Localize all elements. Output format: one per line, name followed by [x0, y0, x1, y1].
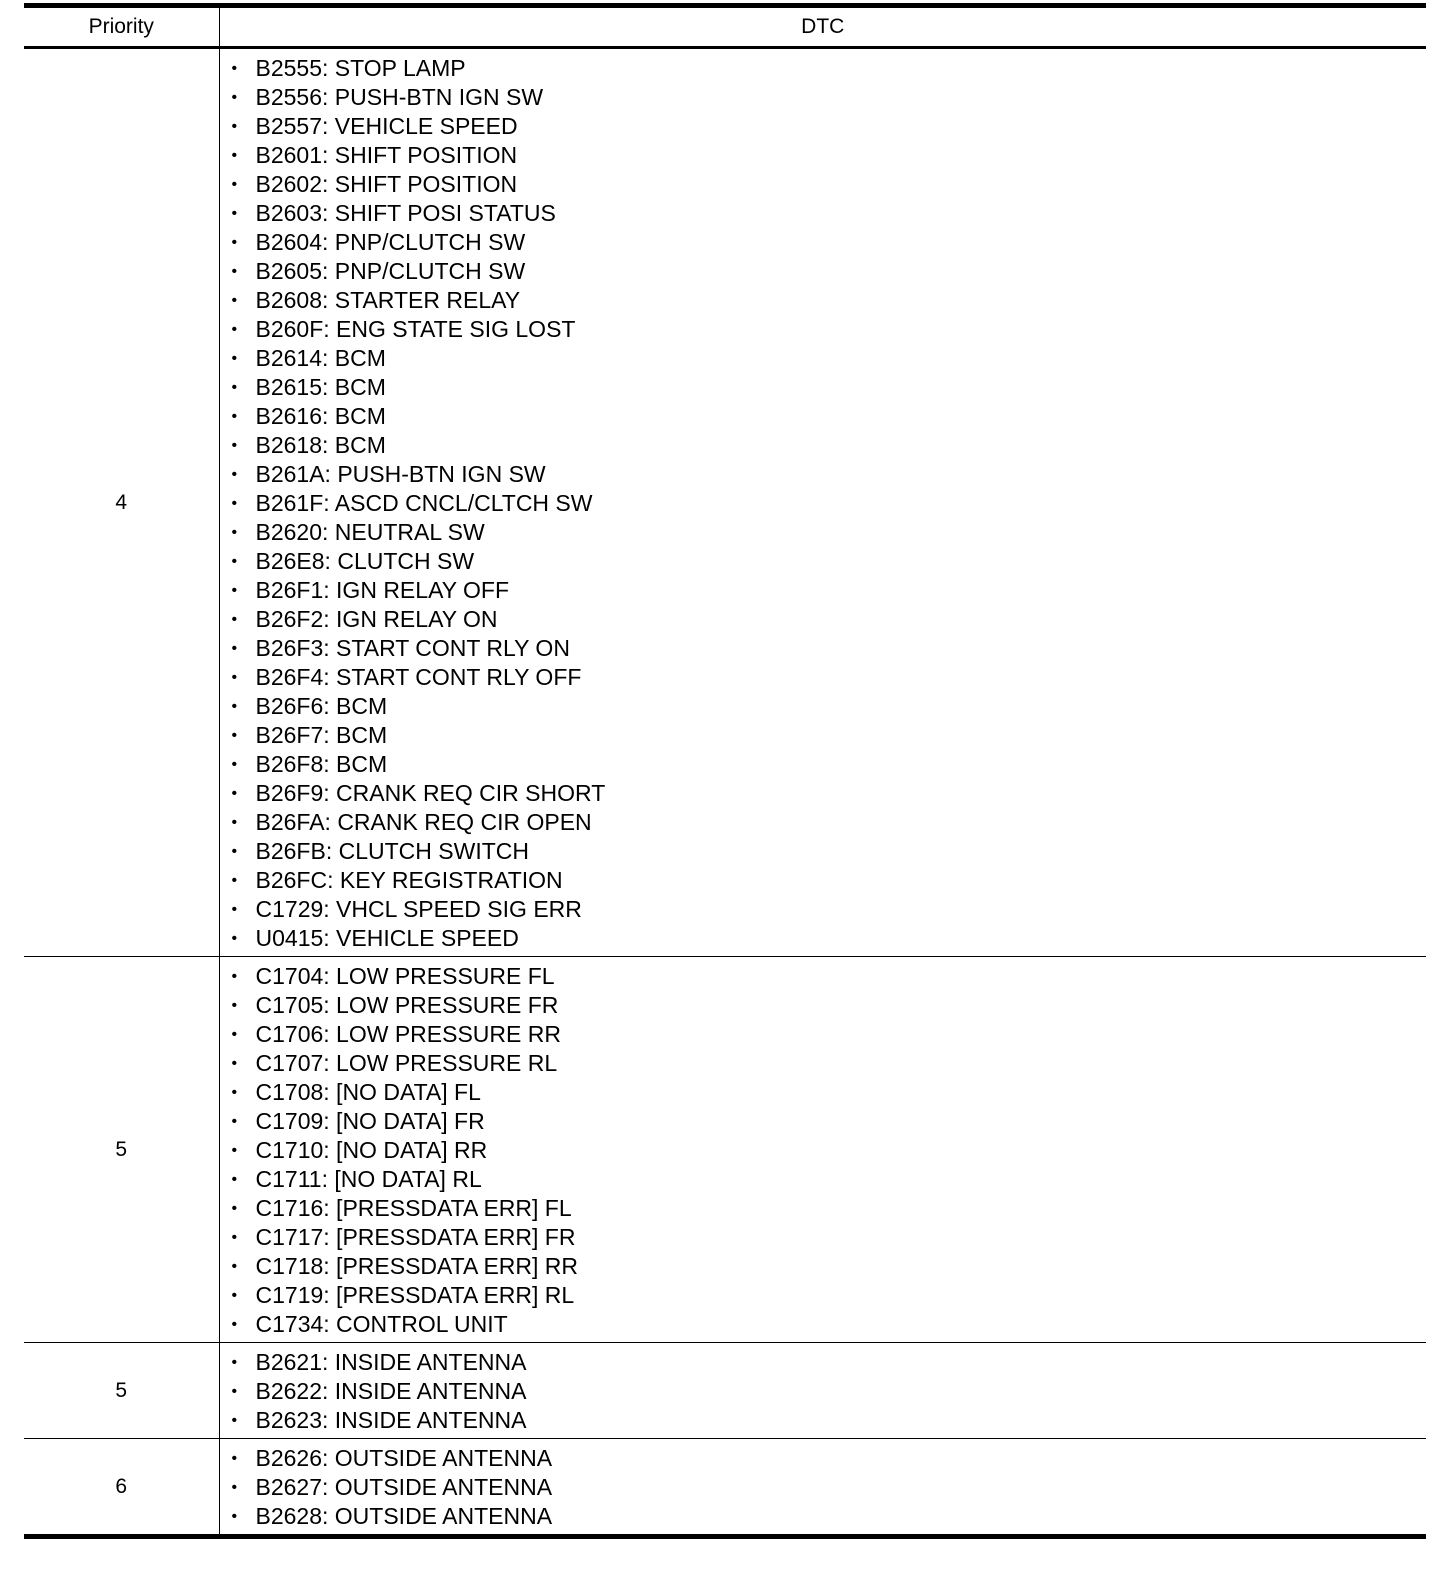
dtc-code-text: B26FC: KEY REGISTRATION: [255, 867, 563, 893]
bullet-icon: •: [231, 234, 238, 251]
bullet-icon: •: [231, 89, 238, 106]
bullet-icon: •: [231, 997, 238, 1014]
dtc-list: [232, 1348, 1427, 1435]
dtc-code-text: B26FA: CRANK REQ CIR OPEN: [255, 809, 592, 835]
dtc-code-text: C1711: [NO DATA] RL: [255, 1166, 482, 1192]
dtc-code-text: B26F9: CRANK REQ CIR SHORT: [255, 780, 606, 806]
list-item: [232, 750, 1427, 779]
bullet-icon: •: [231, 176, 238, 193]
list-item: [232, 1502, 1427, 1531]
list-item: [232, 837, 1427, 866]
dtc-code-text: B26F8: BCM: [255, 751, 388, 777]
list-item: [232, 605, 1427, 634]
bullet-icon: •: [231, 814, 238, 831]
dtc-code-text: B2627: OUTSIDE ANTENNA: [255, 1474, 553, 1500]
dtc-code-text: B26F4: START CONT RLY OFF: [255, 664, 582, 690]
list-item: [232, 576, 1427, 605]
bullet-icon: •: [231, 1229, 238, 1246]
list-item: [232, 692, 1427, 721]
dtc-code-text: B2626: OUTSIDE ANTENNA: [255, 1445, 553, 1471]
dtc-code-text: C1718: [PRESSDATA ERR] RR: [255, 1253, 579, 1279]
dtc-code-text: C1705: LOW PRESSURE FR: [255, 992, 559, 1018]
table-header-row: [24, 6, 1426, 48]
dtc-code-text: C1708: [NO DATA] FL: [255, 1079, 481, 1105]
list-item: [232, 402, 1427, 431]
bullet-icon: •: [231, 1113, 238, 1130]
dtc-code-text: C1706: LOW PRESSURE RR: [255, 1021, 561, 1047]
dtc-code-text: B2614: BCM: [255, 345, 386, 371]
list-item: [232, 373, 1427, 402]
priority-cell: 6: [24, 1439, 219, 1537]
bullet-icon: •: [231, 901, 238, 918]
list-item: [232, 1444, 1427, 1473]
bullet-icon: •: [231, 968, 238, 985]
list-item: [232, 1473, 1427, 1502]
bullet-icon: •: [231, 118, 238, 135]
list-item: [232, 1223, 1427, 1252]
dtc-code-text: B26F7: BCM: [255, 722, 388, 748]
priority-cell: 5: [24, 957, 219, 1343]
list-item: [232, 1252, 1427, 1281]
bullet-icon: •: [231, 350, 238, 367]
dtc-code-text: C1716: [PRESSDATA ERR] FL: [255, 1195, 572, 1221]
table-row: [24, 48, 1426, 957]
dtc-code-text: B2616: BCM: [255, 403, 386, 429]
list-item: [232, 721, 1427, 750]
dtc-code-text: B2556: PUSH-BTN IGN SW: [255, 84, 544, 110]
dtc-code-text: B2557: VEHICLE SPEED: [255, 113, 518, 139]
dtc-code-text: C1719: [PRESSDATA ERR] RL: [255, 1282, 575, 1308]
bullet-icon: •: [231, 1383, 238, 1400]
bullet-icon: •: [231, 1508, 238, 1525]
dtc-code-text: B26FB: CLUTCH SWITCH: [255, 838, 529, 864]
bullet-icon: •: [231, 669, 238, 686]
bullet-icon: •: [231, 1316, 238, 1333]
dtc-code-text: U0415: VEHICLE SPEED: [255, 925, 519, 951]
dtc-code-text: B2601: SHIFT POSITION: [255, 142, 518, 168]
bullet-icon: •: [231, 263, 238, 280]
bullet-icon: •: [231, 1450, 238, 1467]
bullet-icon: •: [231, 785, 238, 802]
bullet-icon: •: [231, 466, 238, 483]
list-item: [232, 1406, 1427, 1435]
dtc-cell: [219, 48, 1426, 957]
bullet-icon: •: [231, 1142, 238, 1159]
bullet-icon: •: [231, 582, 238, 599]
dtc-cell: [219, 1343, 1426, 1439]
bullet-icon: •: [231, 408, 238, 425]
dtc-code-text: B2603: SHIFT POSI STATUS: [255, 200, 556, 226]
dtc-code-text: B2615: BCM: [255, 374, 386, 400]
list-item: [232, 518, 1427, 547]
bullet-icon: •: [231, 60, 238, 77]
dtc-code-text: B2622: INSIDE ANTENNA: [255, 1378, 527, 1404]
list-item: [232, 634, 1427, 663]
list-item: [232, 991, 1427, 1020]
list-item: [232, 54, 1427, 83]
dtc-cell: [219, 1439, 1426, 1537]
list-item: [232, 228, 1427, 257]
bullet-icon: •: [231, 495, 238, 512]
list-item: [232, 1194, 1427, 1223]
dtc-code-text: B261A: PUSH-BTN IGN SW: [255, 461, 546, 487]
dtc-code-text: B2602: SHIFT POSITION: [255, 171, 518, 197]
bullet-icon: •: [231, 1258, 238, 1275]
bullet-icon: •: [231, 379, 238, 396]
dtc-code-text: C1717: [PRESSDATA ERR] FR: [255, 1224, 576, 1250]
column-header-dtc: DTC: [219, 6, 1426, 48]
dtc-code-text: B26F2: IGN RELAY ON: [255, 606, 498, 632]
dtc-list: [232, 54, 1427, 953]
bullet-icon: •: [231, 1084, 238, 1101]
dtc-code-text: B26F1: IGN RELAY OFF: [255, 577, 510, 603]
table-row: [24, 957, 1426, 1343]
dtc-code-text: B2605: PNP/CLUTCH SW: [255, 258, 526, 284]
list-item: [232, 257, 1427, 286]
column-header-priority: Priority: [24, 6, 219, 48]
dtc-code-text: B26F3: START CONT RLY ON: [255, 635, 570, 661]
dtc-code-text: B2608: STARTER RELAY: [255, 287, 521, 313]
bullet-icon: •: [231, 1479, 238, 1496]
dtc-code-text: B2618: BCM: [255, 432, 386, 458]
dtc-code-text: C1709: [NO DATA] FR: [255, 1108, 485, 1134]
list-item: [232, 489, 1427, 518]
bullet-icon: •: [231, 1412, 238, 1429]
list-item: [232, 286, 1427, 315]
list-item: [232, 344, 1427, 373]
bullet-icon: •: [231, 292, 238, 309]
dtc-code-text: B26F6: BCM: [255, 693, 388, 719]
list-item: [232, 1078, 1427, 1107]
dtc-code-text: B260F: ENG STATE SIG LOST: [255, 316, 576, 342]
bullet-icon: •: [231, 611, 238, 628]
priority-cell: 4: [24, 48, 219, 957]
list-item: [232, 866, 1427, 895]
list-item: [232, 1165, 1427, 1194]
list-item: [232, 83, 1427, 112]
priority-cell: 5: [24, 1343, 219, 1439]
bullet-icon: •: [231, 727, 238, 744]
dtc-priority-table: [24, 3, 1426, 1539]
dtc-code-text: C1729: VHCL SPEED SIG ERR: [255, 896, 582, 922]
dtc-code-text: C1734: CONTROL UNIT: [255, 1311, 508, 1337]
bullet-icon: •: [231, 1200, 238, 1217]
dtc-cell: [219, 957, 1426, 1343]
list-item: [232, 808, 1427, 837]
list-item: [232, 1107, 1427, 1136]
list-item: [232, 779, 1427, 808]
table-row: [24, 1439, 1426, 1537]
list-item: [232, 141, 1427, 170]
list-item: [232, 1136, 1427, 1165]
bullet-icon: •: [231, 698, 238, 715]
list-item: [232, 1310, 1427, 1339]
dtc-code-text: B2628: OUTSIDE ANTENNA: [255, 1503, 553, 1529]
dtc-list: [232, 962, 1427, 1339]
bullet-icon: •: [231, 1055, 238, 1072]
dtc-code-text: B2604: PNP/CLUTCH SW: [255, 229, 526, 255]
list-item: [232, 1348, 1427, 1377]
dtc-code-text: B2620: NEUTRAL SW: [255, 519, 485, 545]
list-item: [232, 663, 1427, 692]
bullet-icon: •: [231, 756, 238, 773]
dtc-code-text: B26E8: CLUTCH SW: [255, 548, 475, 574]
bullet-icon: •: [231, 321, 238, 338]
list-item: [232, 924, 1427, 953]
list-item: [232, 1020, 1427, 1049]
list-item: [232, 1281, 1427, 1310]
list-item: [232, 315, 1427, 344]
bullet-icon: •: [231, 437, 238, 454]
bullet-icon: •: [231, 640, 238, 657]
list-item: [232, 1377, 1427, 1406]
dtc-code-text: B2621: INSIDE ANTENNA: [255, 1349, 527, 1375]
dtc-code-text: C1707: LOW PRESSURE RL: [255, 1050, 558, 1076]
bullet-icon: •: [231, 930, 238, 947]
list-item: [232, 112, 1427, 141]
bullet-icon: •: [231, 1171, 238, 1188]
bullet-icon: •: [231, 843, 238, 860]
list-item: [232, 962, 1427, 991]
bullet-icon: •: [231, 553, 238, 570]
list-item: [232, 547, 1427, 576]
bullet-icon: •: [231, 1026, 238, 1043]
dtc-code-text: C1704: LOW PRESSURE FL: [255, 963, 555, 989]
bullet-icon: •: [231, 147, 238, 164]
bullet-icon: •: [231, 1287, 238, 1304]
table-row: [24, 1343, 1426, 1439]
dtc-code-text: B261F: ASCD CNCL/CLTCH SW: [255, 490, 593, 516]
dtc-code-text: B2623: INSIDE ANTENNA: [255, 1407, 527, 1433]
dtc-code-text: B2555: STOP LAMP: [255, 55, 466, 81]
list-item: [232, 1049, 1427, 1078]
table-body: [24, 48, 1426, 1537]
bullet-icon: •: [231, 524, 238, 541]
list-item: [232, 199, 1427, 228]
list-item: [232, 170, 1427, 199]
bullet-icon: •: [231, 872, 238, 889]
dtc-list: [232, 1444, 1427, 1531]
list-item: [232, 431, 1427, 460]
list-item: [232, 895, 1427, 924]
dtc-code-text: C1710: [NO DATA] RR: [255, 1137, 488, 1163]
bullet-icon: •: [231, 205, 238, 222]
bullet-icon: •: [231, 1354, 238, 1371]
list-item: [232, 460, 1427, 489]
